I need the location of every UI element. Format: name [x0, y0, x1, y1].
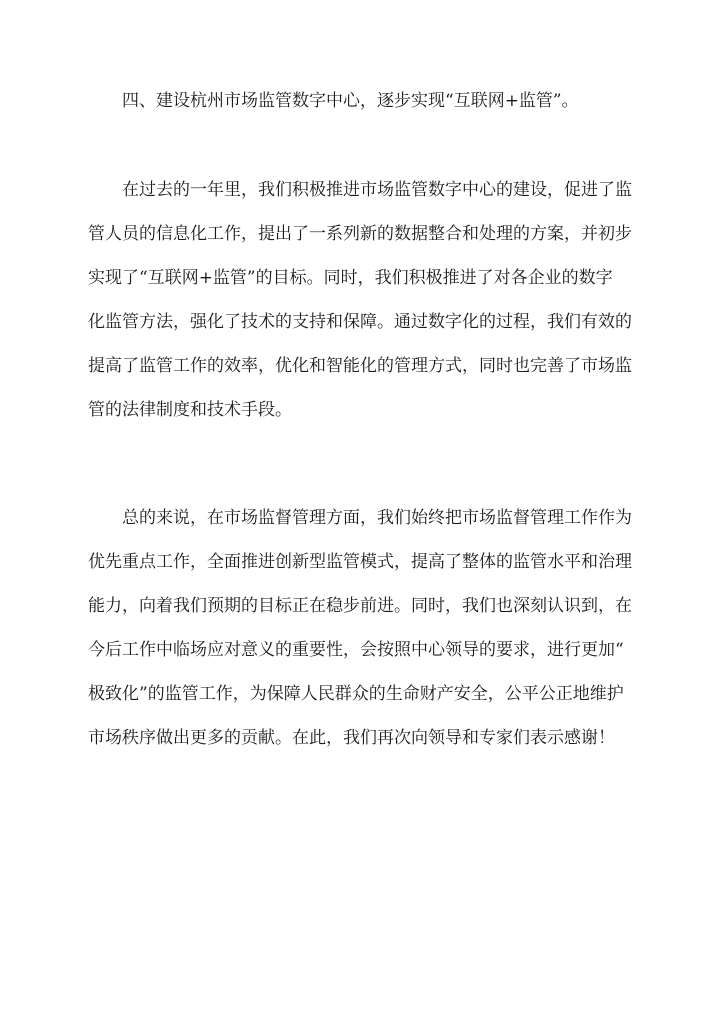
paragraph-line: 管的法律制度和技术手段。: [88, 400, 292, 420]
paragraph-line: 优先重点工作，全面推进创新型监管模式，提高了整体的监管水平和治理: [88, 552, 632, 572]
paragraph-summary: [88, 496, 632, 760]
paragraph-line: 化监管方法，强化了技术的支持和保障。通过数字化的过程，我们有效的: [88, 312, 632, 332]
paragraph-line: 提高了监管工作的效率，优化和智能化的管理方式，同时也完善了市场监: [88, 356, 632, 376]
paragraph-line: 能力，向着我们预期的目标正在稳步前进。同时，我们也深刻认识到，在: [88, 596, 632, 616]
paragraph-line: 实现了“互联网+监管”的目标。同时，我们积极推进了对各企业的数字: [88, 268, 613, 288]
paragraph-line: 总的来说，在市场监督管理方面，我们始终把市场监督管理工作作为: [122, 508, 632, 528]
paragraph-progress: [88, 168, 632, 432]
paragraph-line: 市场秩序做出更多的贡献。在此，我们再次向领导和专家们表示感谢！: [88, 728, 615, 748]
paragraph-line: 管人员的信息化工作，提出了一系列新的数据整合和处理的方案，并初步: [88, 224, 632, 244]
paragraph-line: 今后工作中临场应对意义的重要性，会按照中心领导的要求，进行更加“: [88, 640, 624, 660]
paragraph-line: 极致化”的监管工作，为保障人民群众的生命财产安全，公平公正地维护: [88, 684, 624, 704]
section-heading: 四、建设杭州市场监管数字中心，逐步实现“互联网+监管”。: [122, 91, 579, 111]
paragraph-line: 在过去的一年里，我们积极推进市场监管数字中心的建设，促进了监: [122, 180, 632, 200]
